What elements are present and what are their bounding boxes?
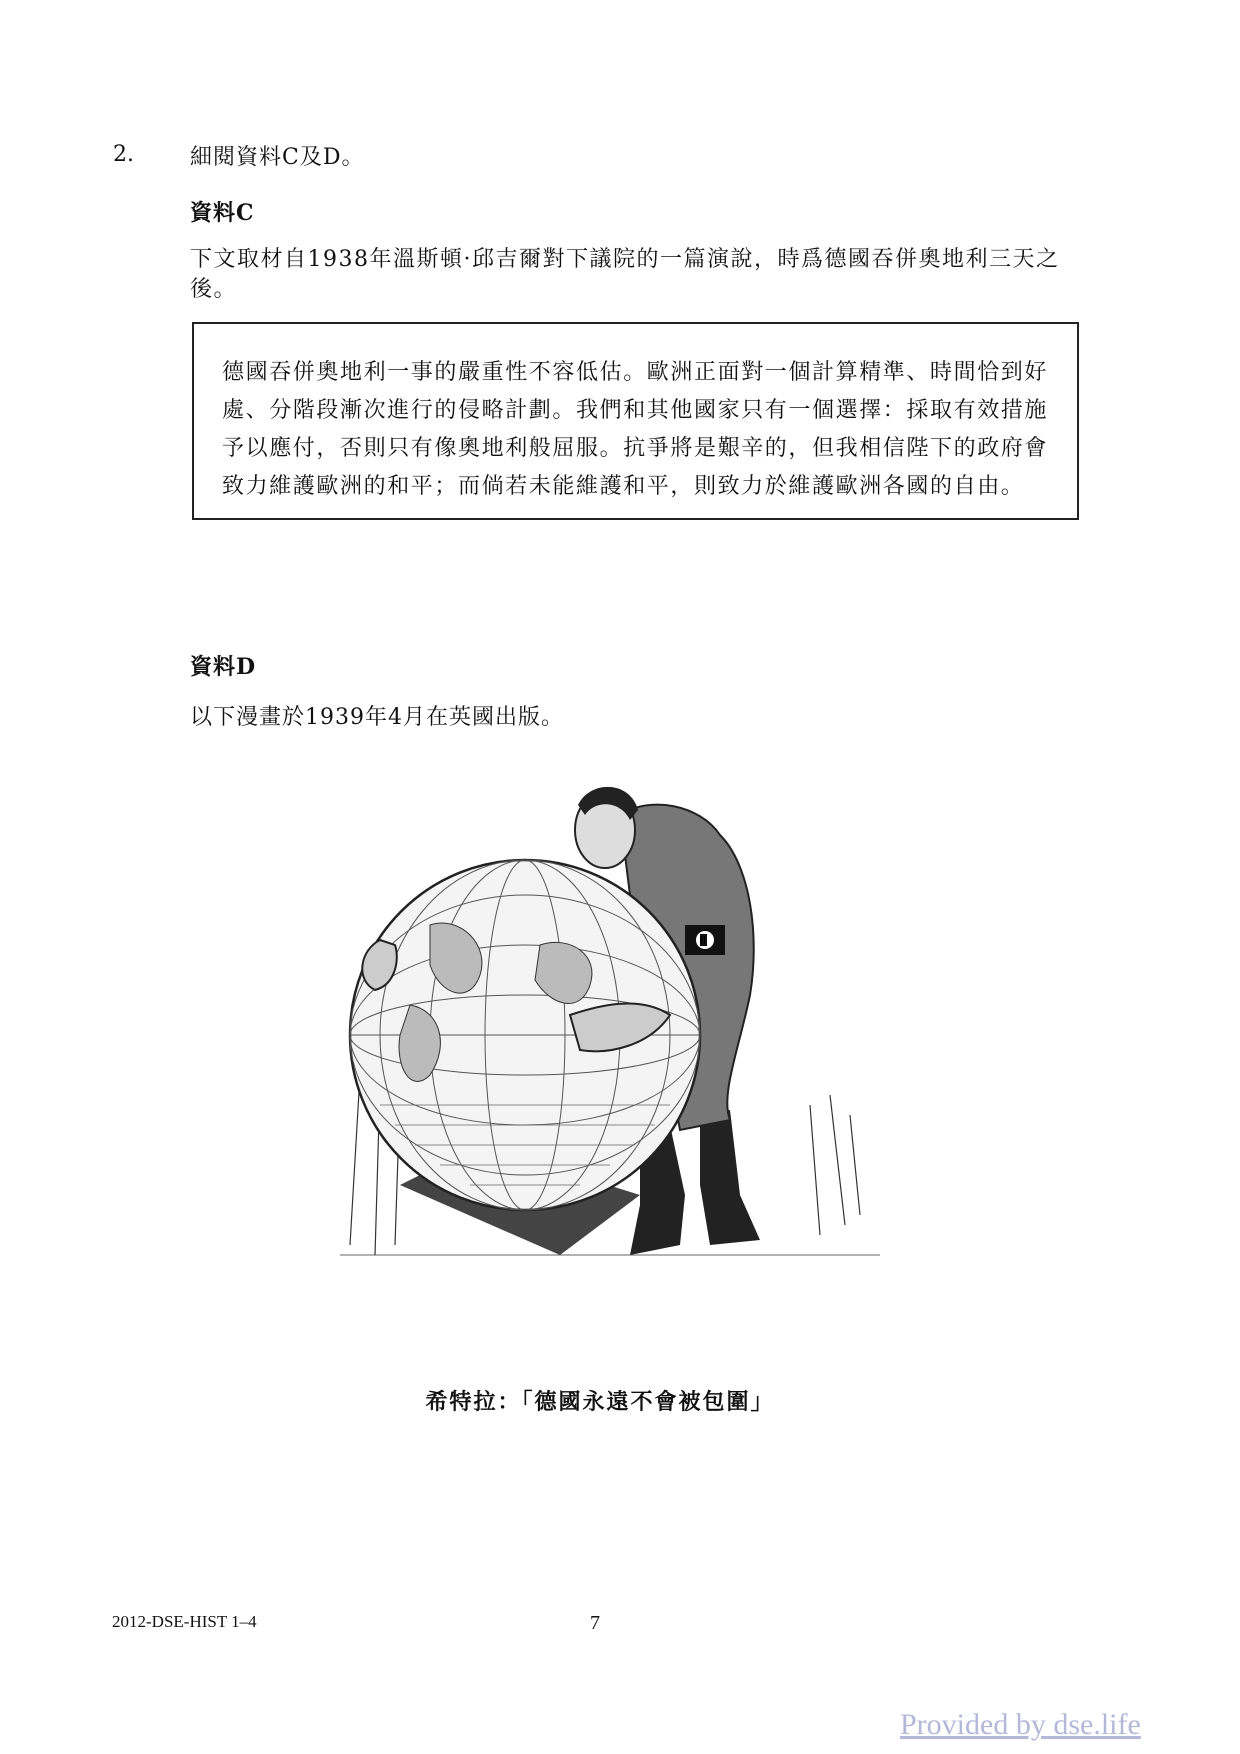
page-number: 7 [590, 1612, 600, 1634]
question-instruction: 細閱資料C及D。 [190, 145, 365, 170]
source-c-quote-box [192, 322, 1079, 520]
question-number: 2. [113, 142, 134, 167]
source-d-intro: 以下漫畫於1939年4月在英國出版。 [190, 705, 564, 730]
source-c-intro: 下文取材自1938年溫斯頓·邱吉爾對下議院的一篇演說，時爲德國吞併奧地利三天之後。 [190, 247, 1060, 302]
provider-link[interactable]: Provided by dse.life [900, 1708, 1141, 1741]
source-d-heading: 資料D [190, 654, 257, 680]
cartoon-caption: 希特拉：「德國永遠不會被包圍」 [425, 1390, 775, 1415]
cartoon-illustration [340, 775, 880, 1295]
source-c-quote: 德國吞併奧地利一事的嚴重性不容低估。歐洲正面對一個計算精準、時間恰到好處、分階段漸次進行的侵略計劃。我們和其他國家只有一個選擇：採取有效措施予以應付，否則只有像奧地利般屈服。抗爭將是艱辛的，但我相信陛下的政府會致力維護歐洲的和平；而倘若未能維護和平，則致力於維護歐洲各國的自由。 [222, 360, 1049, 499]
source-c-heading: 資料C [190, 200, 255, 226]
paper-code: 2012-DSE-HIST 1–4 [112, 1612, 257, 1631]
